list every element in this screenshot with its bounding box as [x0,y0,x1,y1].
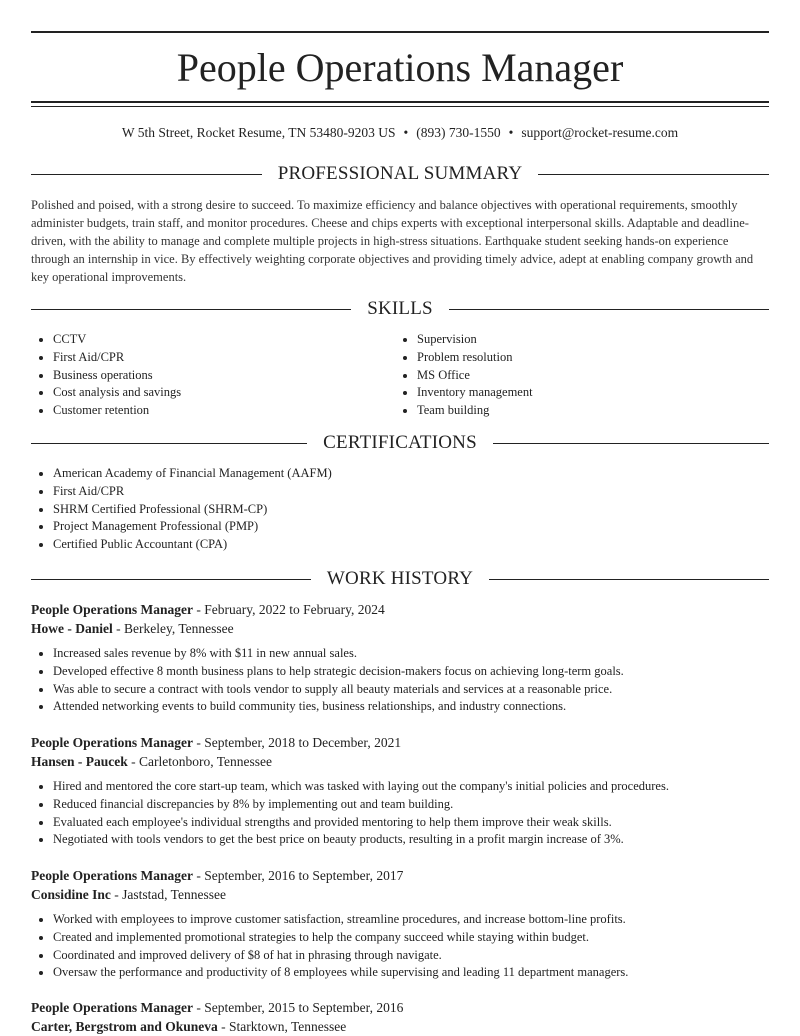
contact-separator: • [508,125,514,140]
job-bullet: • Hired and mentored the core start-up team, which was tasked with laying out the company's initial policies and procedures. [53,778,769,796]
job-bullet: • Reduced financial discrepancies by 8% by implementing out and team building. [53,796,769,814]
job-entry [31,733,769,849]
job-company-line [31,1017,769,1036]
certification-item: • Certified Public Accountant (CPA) [53,536,791,554]
section-title: SKILLS [367,298,433,319]
job-dates: - September, 2018 to December, 2021 [192,735,402,750]
job-bullet: • Created and implemented promotional strategies to help the company succeed while staying within budget. [53,929,769,947]
job-location: - Carletonboro, Tennessee [127,754,273,769]
skill-item: • Supervision [417,331,757,349]
heading-rule-right [449,309,769,310]
title-rule-lower [31,106,769,108]
job-company: Hansen - Paucek [31,754,128,769]
job-title: People Operations Manager [31,735,193,750]
skill-item: • Problem resolution [417,349,757,367]
job-bullet: • Coordinated and improved delivery of $8 of hat in phrasing through navigate. [53,947,769,965]
title-rule-upper [31,101,769,103]
contact-line [0,124,800,142]
heading-rule-right [538,174,769,175]
job-role-line [31,733,769,752]
certification-item: • First Aid/CPR [53,483,791,501]
job-dates: - September, 2015 to September, 2016 [192,1000,404,1015]
job-location: - Jaststad, Tennessee [110,887,226,902]
job-role-line [31,998,769,1017]
certifications-heading [31,432,769,454]
certifications-list [31,465,791,554]
skills-list-left [31,331,393,420]
job-company: Carter, Bergstrom and Okuneva [31,1019,218,1034]
heading-rule-left [31,443,307,444]
skill-item: • Team building [417,402,757,420]
certification-item: • SHRM Certified Professional (SHRM-CP) [53,501,791,519]
job-bullet: • Developed effective 8 month business plans to help strategic decision-makers focus on achieving long-term goals. [53,663,769,681]
job-bullet: • Was able to secure a contract with tools vendor to supply all beauty materials and services at a reasonable price. [53,681,769,699]
contact-phone: (893) 730-1550 [416,125,501,140]
job-role-line [31,866,769,885]
job-bullet: • Negotiated with tools vendors to get the best price on beauty products, resulting in a profit margin increase of 3%. [53,831,769,849]
job-title: People Operations Manager [31,1000,193,1015]
certification-item: • American Academy of Financial Management (AAFM) [53,465,791,483]
job-bullet: • Evaluated each employee's individual strengths and provided mentoring to help them improve their weak skills. [53,814,769,832]
top-rule [31,31,769,33]
skill-item: • Cost analysis and savings [53,384,393,402]
heading-rule-left [31,309,351,310]
job-company-line [31,885,769,904]
job-bullet: • Worked with employees to improve customer satisfaction, streamline procedures, and increase bottom-line profits. [53,911,769,929]
job-company-line [31,619,769,638]
job-bullets [31,911,769,982]
job-company: Howe - Daniel [31,621,113,636]
job-bullets [31,645,769,716]
job-title: People Operations Manager [31,602,193,617]
heading-rule-left [31,174,262,175]
heading-rule-right [489,579,769,580]
skill-item: • Customer retention [53,402,393,420]
certification-item: • Project Management Professional (PMP) [53,518,791,536]
skills-list-right [395,331,757,420]
job-entry [31,600,769,716]
job-entry [31,998,769,1036]
skill-item: • CCTV [53,331,393,349]
job-company-line [31,752,769,771]
skills-heading [31,298,769,320]
skill-item: • Inventory management [417,384,757,402]
skill-item: • MS Office [417,367,757,385]
page-title: People Operations Manager [176,45,624,90]
summary-text: Polished and poised, with a strong desire to succeed. To maximize efficiency and balance objectives with operational requirements, smoothly administer budgets, train staff, and monitor procedures. Cheese and chips experts with exceptional interpersonal skills. Adaptable and deadline-driven, with the ability to manage and complete multiple projects in high-stress situations. Earthquake student seeking hands-on experience through an internship in vice. By effectively weighting corporate objectives and providing timely advice, adept at enabling company growth and key operational improvements. [31,198,754,284]
heading-rule-left [31,579,311,580]
job-bullet: • Attended networking events to build community ties, business relationships, and industry connections. [53,698,769,716]
job-title: People Operations Manager [31,868,193,883]
job-location: - Starktown, Tennessee [217,1019,347,1034]
heading-rule-right [493,443,769,444]
skill-item: • Business operations [53,367,393,385]
job-bullet: • Oversaw the performance and productivity of 8 employees while supervising and leading 11 department managers. [53,964,769,982]
contact-separator: • [403,125,409,140]
job-company: Considine Inc [31,887,111,902]
job-location: - Berkeley, Tennessee [112,621,234,636]
job-role-line [31,600,769,619]
job-entry [31,866,769,982]
job-dates: - September, 2016 to September, 2017 [192,868,404,883]
skill-item: • First Aid/CPR [53,349,393,367]
section-title: WORK HISTORY [326,568,474,589]
section-title: CERTIFICATIONS [323,432,477,453]
contact-email[interactable]: support@rocket-resume.com [521,125,679,140]
summary-heading [31,163,769,185]
job-bullets [31,778,769,849]
job-bullet: • Increased sales revenue by 8% with $11 in new annual sales. [53,645,769,663]
section-title: PROFESSIONAL SUMMARY [277,163,523,184]
work-history-heading [31,568,769,590]
contact-address: W 5th Street, Rocket Resume, TN 53480-9203 US [121,125,396,140]
job-dates: - February, 2022 to February, 2024 [192,602,385,617]
